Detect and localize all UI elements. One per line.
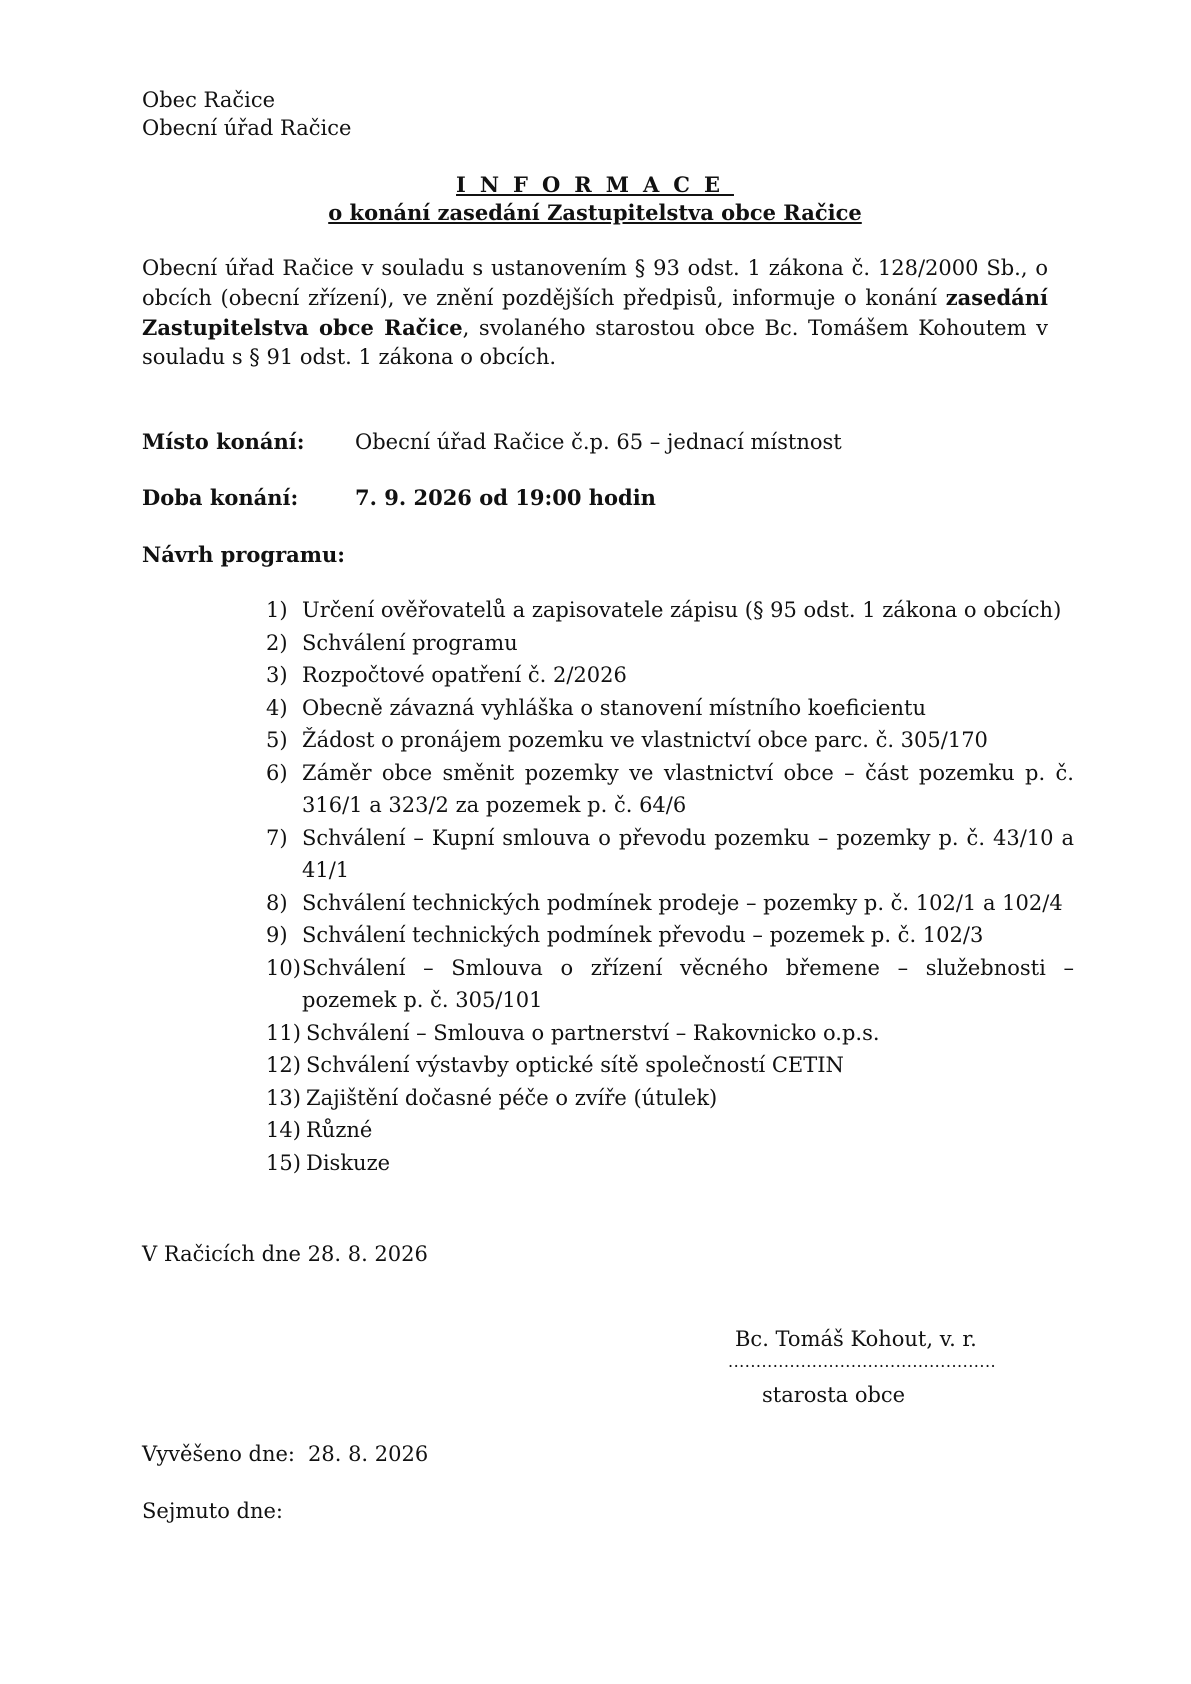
- item-text: Žádost o pronájem pozemku ve vlastnictví obce parc. č. 305/170: [302, 728, 988, 752]
- item-number: 7): [266, 825, 288, 850]
- item-text: Schválení – Smlouva o zřízení věcného břemene – služebnosti – pozemek p. č. 305/101: [302, 955, 1074, 1012]
- list-item: [266, 1147, 1074, 1180]
- item-number: 11): [266, 1020, 301, 1045]
- item-number: 9): [266, 923, 288, 947]
- list-item: [266, 952, 1074, 1017]
- item-number: 6): [266, 760, 288, 785]
- item-text: Schválení výstavby optické sítě společností CETIN: [306, 1053, 844, 1077]
- list-item: [266, 724, 1074, 757]
- list-item: [266, 594, 1074, 627]
- item-number: 10): [266, 955, 301, 980]
- list-item: [266, 822, 1074, 887]
- item-text: Schválení technických podmínek prodeje – pozemky p. č. 102/1 a 102/4: [302, 890, 1063, 915]
- item-number: 15): [266, 1150, 301, 1175]
- item-text: Různé: [306, 1118, 373, 1142]
- signer-role: starosta obce: [762, 1383, 906, 1407]
- item-text: Schválení – Kupní smlouva o převodu pozemku – pozemky p. č. 43/10 a 41/1: [302, 825, 1074, 882]
- list-item: [266, 919, 1074, 952]
- item-text: Rozpočtové opatření č. 2/2026: [302, 663, 627, 687]
- signer-name: Bc. Tomáš Kohout, v. r.: [735, 1327, 977, 1351]
- item-number: 4): [266, 695, 288, 720]
- item-number: 2): [266, 630, 288, 655]
- list-item: [266, 887, 1074, 920]
- item-text: Obecně závazná vyhláška o stanovení místního koeficientu: [302, 695, 926, 720]
- list-item: [266, 659, 1074, 692]
- intro-text-2: , svolaného starostou obce Bc. Tomášem Kohoutem v souladu s § 91 odst. 1 zákona o obcích.: [142, 316, 1049, 369]
- item-text: Záměr obce směnit pozemky ve vlastnictví obce – část pozemku p. č. 316/1 a 323/2 za pozemek p. č. 64/6: [302, 760, 1074, 817]
- item-text: Schválení – Smlouva o partnerství – Rakovnicko o.p.s.: [306, 1020, 880, 1045]
- posted-date: 28. 8. 2026: [308, 1442, 429, 1466]
- signature-line: ................................................: [728, 1352, 997, 1371]
- intro-paragraph: [142, 254, 1048, 372]
- time-label: Doba konání:: [142, 485, 299, 510]
- item-text: Schválení technických podmínek převodu – pozemek p. č. 102/3: [302, 923, 984, 947]
- removed-label: Sejmuto dne:: [142, 1499, 283, 1523]
- place-date: V Račicích dne 28. 8. 2026: [142, 1242, 428, 1266]
- item-text: Zajištění dočasné péče o zvíře (útulek): [306, 1085, 718, 1110]
- place-label: Místo konání:: [142, 429, 305, 454]
- item-number: 3): [266, 663, 288, 687]
- document-title: INFORMACE: [456, 172, 734, 197]
- item-text: Diskuze: [306, 1150, 391, 1175]
- item-number: 13): [266, 1085, 301, 1110]
- item-number: 5): [266, 728, 288, 752]
- list-item: [266, 1082, 1074, 1115]
- place-value: Obecní úřad Račice č.p. 65 – jednací místnost: [355, 430, 842, 454]
- list-item: [266, 1049, 1074, 1082]
- list-item: [266, 1017, 1074, 1050]
- program-list: [266, 594, 1074, 1179]
- sender-block: [142, 86, 351, 142]
- item-number: 14): [266, 1118, 301, 1142]
- sender-office: Obecní úřad Račice: [142, 116, 352, 140]
- intro-bold-text: zasedání Zastupitelstva obce Račice: [142, 285, 1048, 340]
- list-item: [266, 757, 1074, 822]
- item-text: Určení ověřovatelů a zapisovatele zápisu (§ 95 odst. 1 zákona o obcích): [302, 598, 1062, 622]
- time-value: 7. 9. 2026 od 19:00 hodin: [355, 485, 656, 510]
- item-number: 8): [266, 890, 288, 915]
- list-item: [266, 1114, 1074, 1147]
- list-item: [266, 627, 1074, 660]
- posted-label: Vyvěšeno dne:: [142, 1442, 295, 1466]
- item-text: Schválení programu: [302, 630, 518, 655]
- sender-municipality: Obec Račice: [142, 88, 276, 112]
- item-number: 12): [266, 1053, 301, 1077]
- document-subtitle: o konání zasedání Zastupitelstva obce Račice: [328, 200, 862, 225]
- program-label: Návrh programu:: [142, 542, 345, 567]
- list-item: [266, 692, 1074, 725]
- item-number: 1): [266, 598, 288, 622]
- intro-text-1: Obecní úřad Račice v souladu s ustanovením § 93 odst. 1 zákona č. 128/2000 Sb., o obcích (obecní zřízení), ve znění pozdějších předpisů, informuje o konání: [142, 256, 1048, 310]
